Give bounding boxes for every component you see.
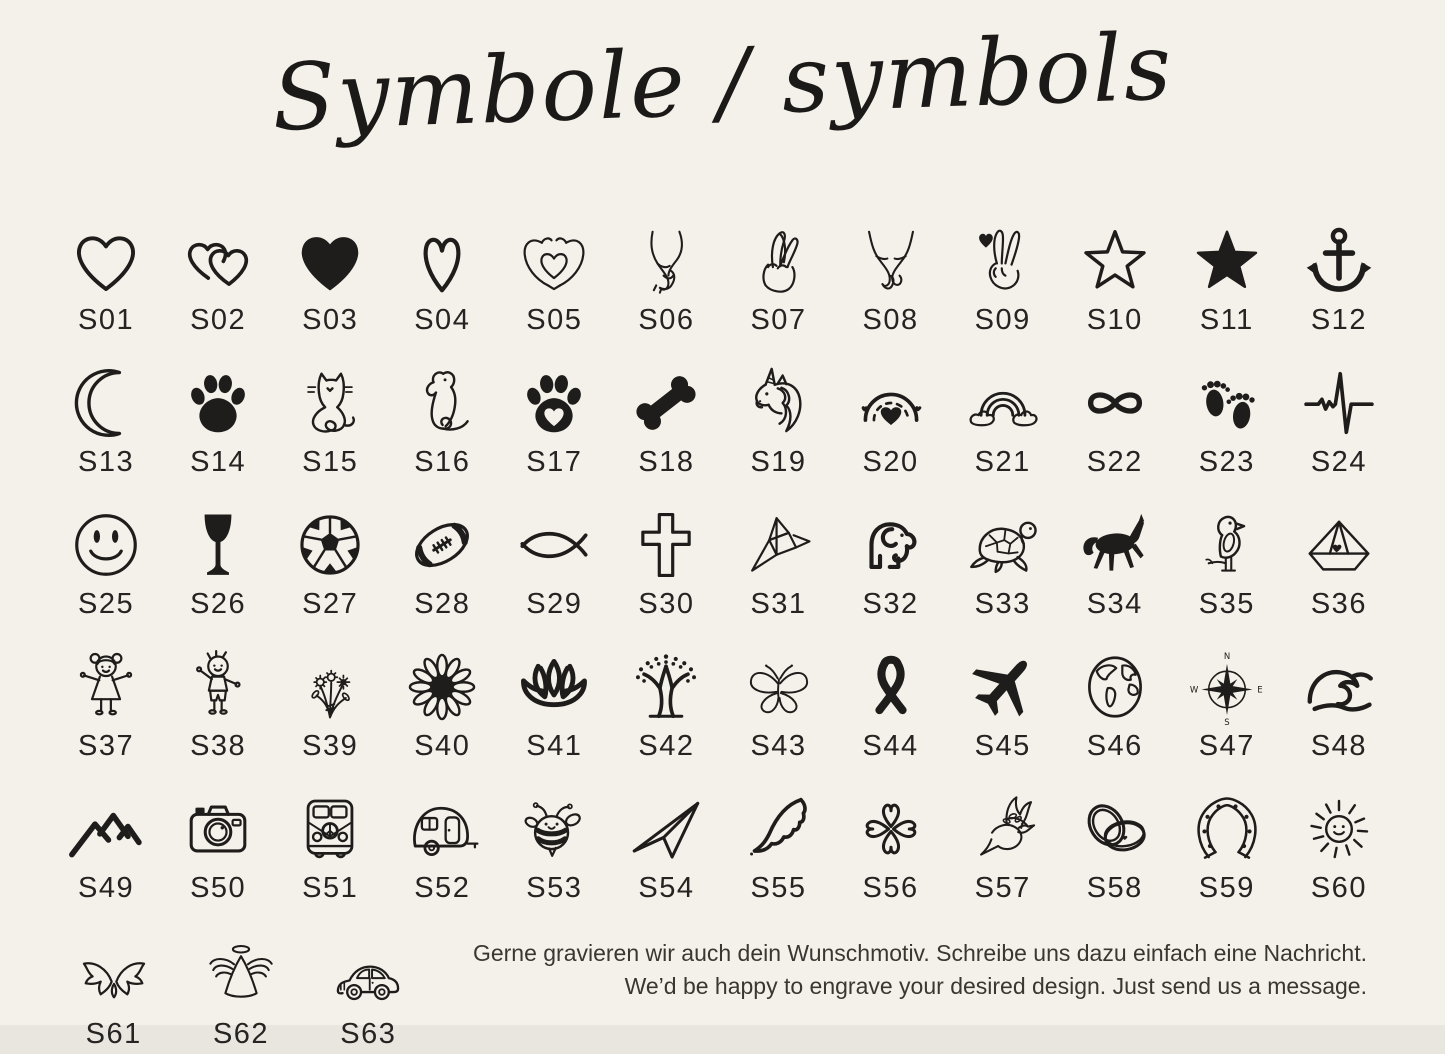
symbol-code: S52	[414, 871, 471, 904]
lotus-icon	[515, 648, 593, 726]
symbol-code: S58	[1086, 871, 1143, 904]
symbol-grid	[0, 188, 1445, 908]
symbol-code: S61	[85, 1017, 142, 1050]
symbol-cell	[274, 506, 386, 624]
rainbow-clouds-icon	[964, 364, 1042, 442]
symbol-cell	[947, 222, 1059, 340]
symbol-code: S19	[750, 445, 807, 478]
airplane-icon	[964, 648, 1042, 726]
double-hearts-icon	[179, 222, 257, 300]
unicorn-icon	[740, 364, 818, 442]
angel-wings-icon	[77, 940, 151, 1014]
symbol-code: S21	[974, 445, 1031, 478]
custom-motif-note	[432, 937, 1395, 1030]
turtle-icon	[964, 506, 1042, 584]
symbol-cell	[1283, 364, 1395, 482]
paper-boat-heart-icon	[1300, 506, 1378, 584]
symbol-cell	[835, 648, 947, 766]
symbol-code: S03	[302, 303, 359, 336]
heart-hands-icon	[515, 222, 593, 300]
symbol-code: S54	[638, 871, 695, 904]
symbol-cell	[947, 790, 1059, 908]
bone-icon	[627, 364, 705, 442]
paw-print-icon	[179, 364, 257, 442]
symbol-cell	[498, 364, 610, 482]
symbol-cell	[1059, 648, 1171, 766]
symbol-cell	[386, 364, 498, 482]
soccer-ball-icon	[291, 506, 369, 584]
symbol-cell	[50, 648, 162, 766]
vintage-car-icon	[331, 940, 405, 1014]
symbol-cell	[498, 506, 610, 624]
angel-icon	[204, 940, 278, 1014]
note-line-de: Gerne gravieren wir auch dein Wunschmotiv. Schreibe uns dazu einfach eine Nachricht.	[472, 939, 1367, 966]
symbol-cell	[1059, 364, 1171, 482]
symbol-code: S31	[750, 587, 807, 620]
smiling-sun-icon	[1300, 790, 1378, 868]
symbol-cell	[50, 506, 162, 624]
symbol-code: S11	[1199, 303, 1254, 336]
tree-of-life-icon	[627, 648, 705, 726]
mountains-icon	[67, 790, 145, 868]
symbol-row	[50, 482, 1395, 624]
symbol-cell	[722, 790, 834, 908]
note-line-en: We’d be happy to engrave your desired design. Just send us a message.	[624, 973, 1367, 999]
symbol-code: S46	[1086, 729, 1143, 762]
four-leaf-clover-icon	[852, 790, 930, 868]
symbol-code: S16	[414, 445, 471, 478]
symbol-code: S51	[302, 871, 359, 904]
symbol-cell	[722, 648, 834, 766]
girl-icon	[67, 648, 145, 726]
compass-rose-icon	[1188, 648, 1266, 726]
crossed-fingers-icon	[740, 222, 818, 300]
symbol-cell	[386, 790, 498, 908]
symbol-cell	[162, 506, 274, 624]
symbol-code: S40	[414, 729, 471, 762]
symbol-code: S33	[974, 587, 1031, 620]
ichthys-fish-icon	[515, 506, 593, 584]
symbol-code: S60	[1310, 871, 1367, 904]
symbol-cell	[177, 940, 304, 1054]
symbol-code: S42	[638, 729, 695, 762]
symbol-code: S17	[526, 445, 583, 478]
boy-icon	[179, 648, 257, 726]
symbol-code: S09	[974, 303, 1031, 336]
star-outline-icon	[1076, 222, 1154, 300]
cross-icon	[627, 506, 705, 584]
symbol-cell	[50, 222, 162, 340]
symbol-code: S34	[1086, 587, 1143, 620]
anchor-icon	[1300, 222, 1378, 300]
symbol-cell	[947, 506, 1059, 624]
rainbow-heart-icon	[852, 364, 930, 442]
symbol-code: S20	[862, 445, 919, 478]
horseshoe-icon	[1188, 790, 1266, 868]
symbol-code: S25	[77, 587, 135, 620]
camper-trailer-icon	[403, 790, 481, 868]
symbol-cell	[610, 364, 722, 482]
symbol-code: S27	[302, 587, 359, 620]
page-title: Symbole / symbols	[270, 13, 1175, 152]
symbol-code: S59	[1198, 871, 1255, 904]
star-filled-icon	[1188, 222, 1266, 300]
paw-heart-icon	[515, 364, 593, 442]
symbol-cell	[722, 364, 834, 482]
symbol-code: S32	[862, 587, 919, 620]
symbol-code: S12	[1310, 303, 1367, 336]
symbol-row	[50, 340, 1395, 482]
symbol-code: S57	[974, 871, 1031, 904]
symbol-code: S23	[1198, 445, 1255, 478]
horse-icon	[1076, 506, 1154, 584]
symbol-code: S01	[77, 303, 135, 336]
wedding-rings-icon	[1076, 790, 1154, 868]
symbol-code: S38	[190, 729, 247, 762]
slim-heart-icon	[403, 222, 481, 300]
vw-bus-icon	[291, 790, 369, 868]
symbol-cell	[835, 222, 947, 340]
symbol-code: S04	[414, 303, 471, 336]
peace-hand-heart-icon	[964, 222, 1042, 300]
symbol-cell	[1059, 790, 1171, 908]
symbol-code: S13	[77, 445, 135, 478]
symbol-row	[50, 198, 1395, 340]
symbol-cell	[1171, 364, 1283, 482]
awareness-ribbon-icon	[852, 648, 930, 726]
symbol-cell	[947, 648, 1059, 766]
symbol-code: S62	[212, 1017, 270, 1050]
baby-feet-icon	[1188, 364, 1266, 442]
symbol-code: S55	[750, 871, 807, 904]
symbol-code: S05	[526, 303, 583, 336]
infinity-icon	[1076, 364, 1154, 442]
symbol-cell	[835, 506, 947, 624]
symbol-row	[50, 766, 1395, 908]
symbol-code: S18	[638, 445, 695, 478]
symbol-cell	[610, 648, 722, 766]
symbol-code: S35	[1198, 587, 1255, 620]
symbol-code: S41	[526, 729, 583, 762]
symbol-code: S10	[1086, 303, 1143, 336]
football-icon	[403, 506, 481, 584]
flower-bouquet-icon	[291, 648, 369, 726]
symbol-cell	[386, 506, 498, 624]
symbol-cell	[610, 790, 722, 908]
symbol-cell	[1171, 790, 1283, 908]
symbol-cell	[610, 222, 722, 340]
heart-outline-icon	[67, 222, 145, 300]
symbol-cell	[498, 222, 610, 340]
symbol-cell	[274, 222, 386, 340]
heart-filled-icon	[291, 222, 369, 300]
symbol-cell	[305, 940, 432, 1054]
symbol-cell	[50, 790, 162, 908]
symbol-code: S37	[77, 729, 135, 762]
butterfly-icon	[740, 648, 818, 726]
symbol-cell	[722, 222, 834, 340]
symbol-cell	[162, 222, 274, 340]
symbol-code: S36	[1310, 587, 1367, 620]
symbol-cell	[1171, 222, 1283, 340]
symbol-cell	[1059, 222, 1171, 340]
paper-plane-icon	[627, 790, 705, 868]
symbol-cell	[947, 364, 1059, 482]
symbol-cell	[1171, 648, 1283, 766]
symbol-cell	[835, 364, 947, 482]
dove-branch-icon	[964, 790, 1042, 868]
symbol-code: S50	[190, 871, 247, 904]
dog-icon	[403, 364, 481, 442]
elephant-icon	[852, 506, 930, 584]
symbol-code: S14	[190, 445, 247, 478]
symbol-code: S44	[862, 729, 919, 762]
symbol-cell	[1283, 506, 1395, 624]
symbol-cell	[162, 648, 274, 766]
holding-hands-icon	[627, 222, 705, 300]
symbol-row	[50, 912, 432, 1054]
symbol-code: S15	[302, 445, 359, 478]
sunflower-icon	[403, 648, 481, 726]
origami-bird-icon	[740, 506, 818, 584]
wine-glass-icon	[179, 506, 257, 584]
symbol-code: S45	[974, 729, 1031, 762]
symbol-code: S49	[77, 871, 135, 904]
symbol-code: S24	[1310, 445, 1367, 478]
symbol-cell	[1283, 648, 1395, 766]
camera-icon	[179, 790, 257, 868]
symbol-cell	[162, 790, 274, 908]
crescent-moon-icon	[67, 364, 145, 442]
bottom-row	[0, 908, 1445, 1054]
symbol-cell	[386, 222, 498, 340]
symbol-code: S56	[862, 871, 919, 904]
symbol-code: S29	[526, 587, 583, 620]
wing-icon	[740, 790, 818, 868]
bird-icon	[1188, 506, 1266, 584]
symbol-cell	[835, 790, 947, 908]
symbol-code: S48	[1310, 729, 1367, 762]
heartbeat-icon	[1300, 364, 1378, 442]
symbol-code: S39	[302, 729, 359, 762]
symbol-cell	[50, 940, 177, 1054]
bee-icon	[515, 790, 593, 868]
symbol-cell	[50, 364, 162, 482]
symbol-cell	[498, 790, 610, 908]
title-area	[0, 0, 1445, 188]
symbol-code: S30	[638, 587, 695, 620]
symbol-code: S08	[862, 303, 919, 336]
symbol-cell	[1059, 506, 1171, 624]
symbol-cell	[386, 648, 498, 766]
symbol-code: S02	[190, 303, 247, 336]
symbol-cell	[274, 364, 386, 482]
symbol-cell	[722, 506, 834, 624]
symbol-code: S28	[414, 587, 471, 620]
symbol-cell	[1283, 222, 1395, 340]
symbol-code: S43	[750, 729, 807, 762]
symbol-code: S47	[1198, 729, 1255, 762]
symbol-cell	[162, 364, 274, 482]
symbol-cell	[1283, 790, 1395, 908]
symbol-cell	[1171, 506, 1283, 624]
smiley-icon	[67, 506, 145, 584]
wave-icon	[1300, 648, 1378, 726]
symbol-code: S53	[526, 871, 583, 904]
pinky-promise-icon	[852, 222, 930, 300]
globe-icon	[1076, 648, 1154, 726]
symbol-code: S63	[340, 1017, 397, 1050]
symbol-cell	[274, 790, 386, 908]
cat-icon	[291, 364, 369, 442]
symbol-code: S07	[750, 303, 807, 336]
symbol-cell	[274, 648, 386, 766]
symbol-row	[50, 624, 1395, 766]
symbol-cell	[610, 506, 722, 624]
symbol-cell	[498, 648, 610, 766]
symbol-code: S06	[638, 303, 695, 336]
symbol-code: S22	[1086, 445, 1143, 478]
symbol-code: S26	[190, 587, 247, 620]
